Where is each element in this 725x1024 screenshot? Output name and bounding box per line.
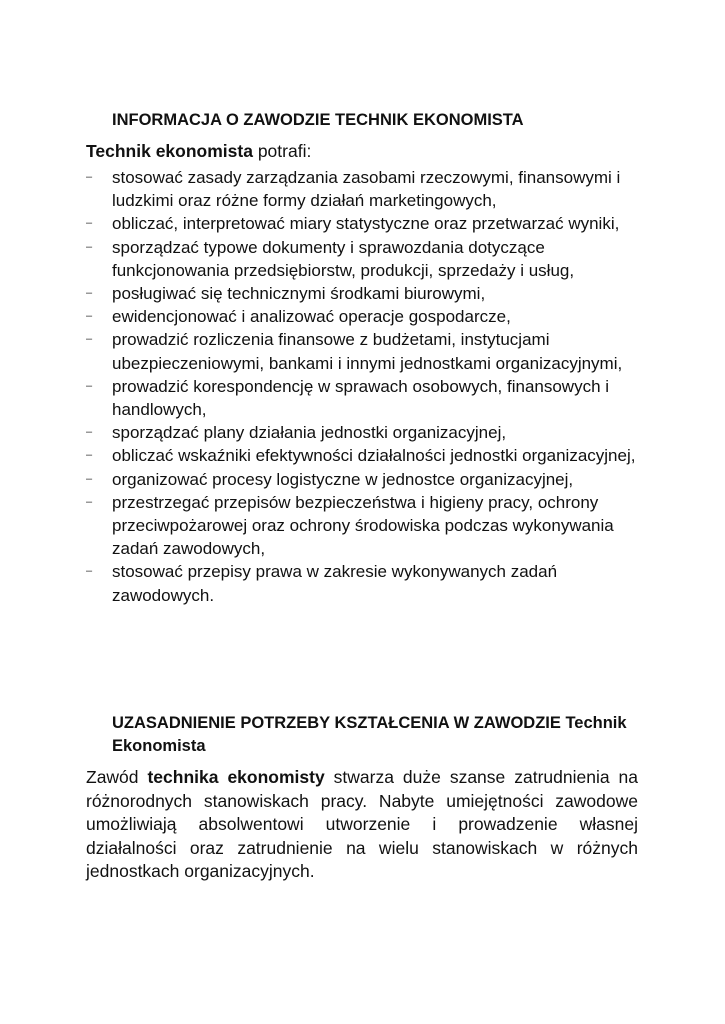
list-item-text: sporządzać plany działania jednostki organizacyjnej, [112, 423, 507, 443]
bullet-dash: – [86, 495, 93, 508]
list-item [86, 491, 646, 561]
list-item [86, 468, 646, 491]
list-item [86, 328, 646, 374]
list-item [86, 212, 646, 235]
intro-bold: Technik ekonomista [86, 141, 253, 161]
list-item [86, 236, 646, 282]
skills-list [86, 166, 646, 607]
bullet-dash: – [86, 472, 93, 485]
intro-rest: potrafi: [252, 141, 312, 161]
list-item-text: ewidencjonować i analizować operacje gospodarcze, [112, 307, 511, 327]
intro-line [86, 140, 311, 163]
list-item [86, 375, 646, 421]
bullet-dash: – [86, 171, 93, 183]
list-item [86, 282, 646, 305]
bullet-dash: – [86, 310, 93, 323]
list-item-text: przestrzegać przepisów bezpieczeństwa i higieny pracy, ochrony przeciwpożarowej oraz ochrony środowiska podczas wykonywania zadań zawodowych, [112, 492, 614, 559]
list-item-text: organizować procesy logistyczne w jednostce organizacyjnej, [112, 469, 574, 489]
para-bold: technika ekonomisty [147, 767, 325, 787]
list-item [86, 560, 646, 606]
list-item-text: stosować zasady zarządzania zasobami rzeczowymi, finansowymi i ludzkimi oraz różne formy działań marketingowych, [112, 168, 621, 211]
bullet-dash: – [86, 449, 93, 462]
para-rest: stwarza duże szanse zatrudnienia na różnorodnych stanowiskach pracy. Nabyte umiejętności zawodowe umożliwiają absolwentowi utworzenie i prowadzenie własnej działalności oraz zatrudnienie na wielu stanowiskach w różnych jednostkach organizacyjnych. [86, 767, 638, 881]
list-item [86, 444, 646, 467]
list-item-text: obliczać, interpretować miary statystyczne oraz przetwarzać wyniki, [112, 214, 620, 234]
section-title-info: INFORMACJA O ZAWODZIE TECHNIK EKONOMISTA [112, 111, 524, 129]
bullet-dash: – [86, 287, 93, 300]
bullet-dash: – [86, 379, 93, 392]
section-title-justification: UZASADNIENIE POTRZEBY KSZTAŁCENIA W ZAWODZIE Technik Ekonomista [112, 714, 627, 755]
bullet-dash: – [86, 426, 93, 439]
justification-paragraph [86, 766, 638, 884]
list-item-text: posługiwać się technicznymi środkami biurowymi, [112, 284, 486, 304]
list-item [86, 166, 646, 212]
bullet-dash: – [86, 333, 93, 346]
list-item [86, 305, 646, 328]
list-item [86, 421, 646, 444]
list-item-text: obliczać wskaźniki efektywności działalności jednostki organizacyjnej, [112, 446, 636, 466]
bullet-dash: – [86, 565, 93, 578]
bullet-dash: – [86, 217, 93, 230]
list-item-text: stosować przepisy prawa w zakresie wykonywanych zadań zawodowych. [112, 562, 558, 605]
list-item-text: sporządzać typowe dokumenty i sprawozdania dotyczące funkcjonowania przedsiębiorstw, produkcji, sprzedaży i usług, [112, 237, 575, 280]
para-start: Zawód [86, 767, 148, 787]
bullet-dash: – [86, 240, 93, 253]
list-item-text: prowadzić korespondencję w sprawach osobowych, finansowych i handlowych, [112, 376, 610, 420]
list-item-text: prowadzić rozliczenia finansowe z budżetami, instytucjami ubezpieczeniowymi, bankami i innymi jednostkami organizacyjnymi, [112, 330, 623, 373]
